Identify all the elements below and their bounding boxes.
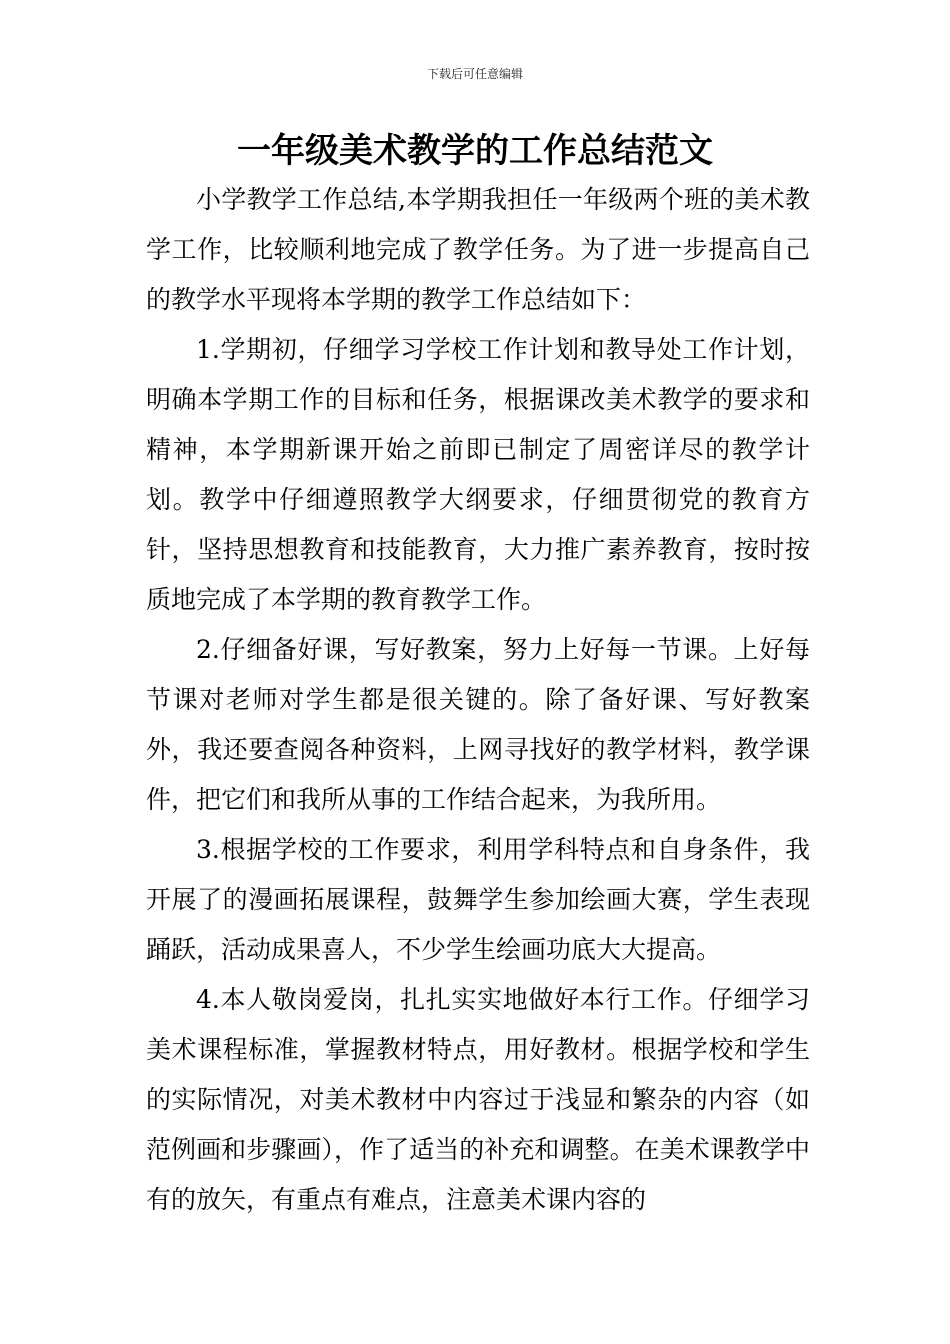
paragraph-item-2: 2.仔细备好课，写好教案，努力上好每一节课。上好每节课对老师对学生都是很关键的。除了备好课、写好教案外，我还要查阅各种资料，上网寻找好的教学材料，教学课件，把它们和我所从事的工作结合起来，为我所用。 <box>146 635 810 814</box>
paragraph-item-4: 4.本人敬岗爱岗，扎扎实实地做好本行工作。仔细学习美术课程标准，掌握教材特点，用好教材。根据学校和学生的实际情况，对美术教材中内容过于浅显和繁杂的内容（如范例画和步骤画），作了适当的补充和调整。在美术课教学中有的放矢，有重点有难点，注意美术课内容的 <box>146 985 810 1214</box>
paragraph-item-3: 3.根据学校的工作要求，利用学科特点和自身条件，我开展了的漫画拓展课程，鼓舞学生参加绘画大赛，学生表现踊跃，活动成果喜人，不少学生绘画功底大大提高。 <box>146 835 810 964</box>
paragraph-item-1: 1.学期初，仔细学习学校工作计划和教导处工作计划，明确本学期工作的目标和任务，根据课改美术教学的要求和精神，本学期新课开始之前即已制定了周密详尽的教学计划。教学中仔细遵照教学大纲要求，仔细贯彻党的教育方针，坚持思想教育和技能教育，大力推广素养教育，按时按质地完成了本学期的教育教学工作。 <box>146 335 810 614</box>
paragraph-intro: 小学教学工作总结,本学期我担任一年级两个班的美术教学工作，比较顺利地完成了教学任务。为了进一步提高自己的教学水平现将本学期的教学工作总结如下： <box>146 185 810 314</box>
header-note: 下载后可任意编辑 <box>426 67 523 81</box>
document-title: 一年级美术教学的工作总结范文 <box>237 131 713 171</box>
document-body <box>146 175 810 1225</box>
